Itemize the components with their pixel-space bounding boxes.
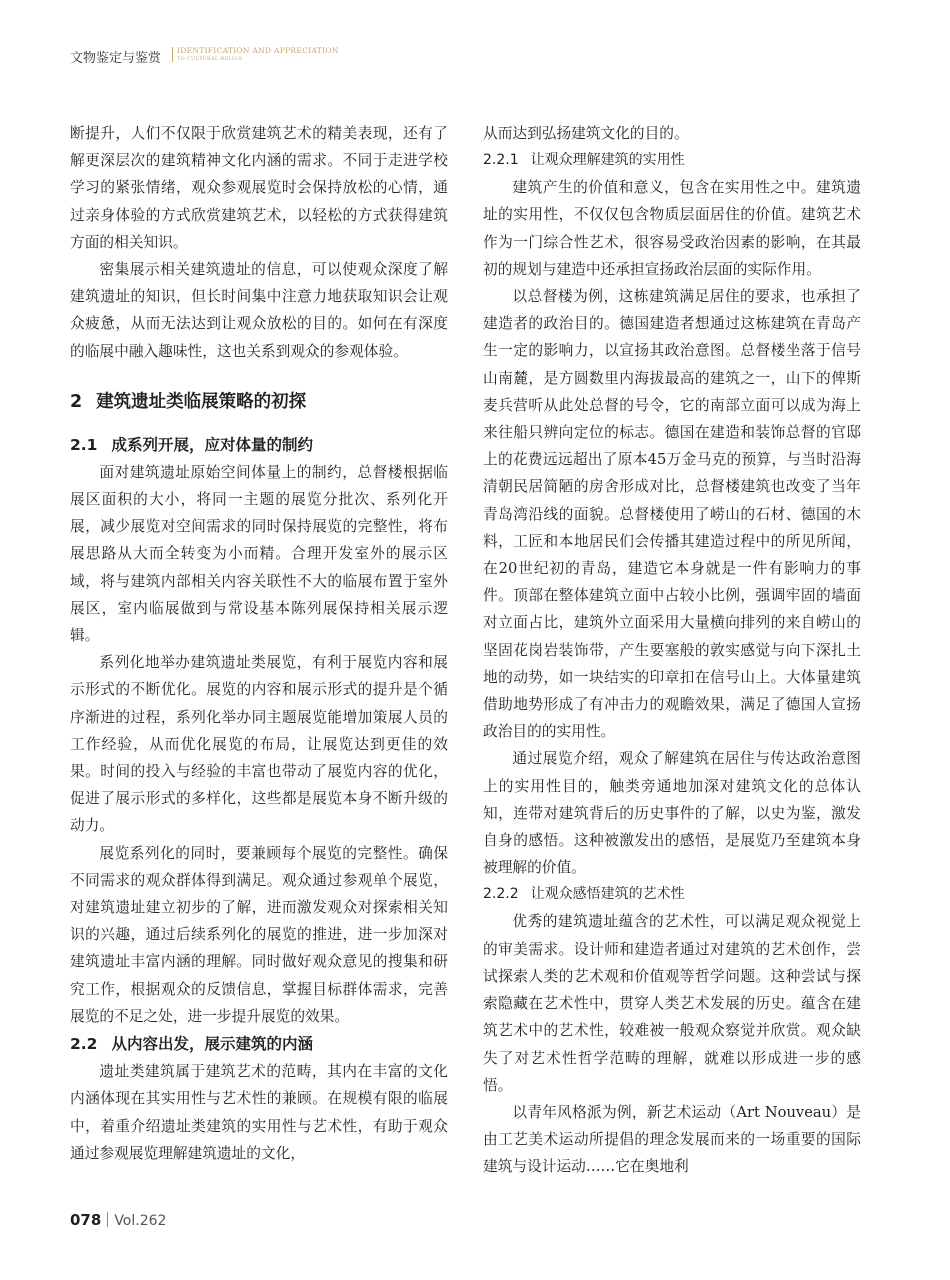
paragraph: 通过展览介绍，观众了解建筑在居住与传达政治意图上的实用性目的，触类旁通地加深对建筑文化的总体认知，连带对建筑背后的历史事件的了解，以史为鉴，激发自身的感悟。这种被激发出的感悟，是展览乃至建筑本身被理解的价值。 <box>483 750 861 877</box>
subsubsection-heading <box>483 147 861 174</box>
journal-title-en: IDENTIFICATION AND APPRECIATION <box>177 46 339 55</box>
journal-title-cn: 文物鉴定与鉴赏 <box>70 51 162 66</box>
paragraph: 断提升，人们不仅限于欣赏建筑艺术的精美表现，还有了解更深层次的建筑精神文化内涵的需求。不同于走进学校学习的紧张情绪，观众参观展览时会保持放松的心情，通过亲身体验的方式欣赏建筑艺术，以轻松的方式获得建筑方面的相关知识。 <box>70 125 448 251</box>
volume-label: Vol.262 <box>114 1213 167 1229</box>
header-divider <box>172 47 173 62</box>
section-number: 2 <box>70 391 83 412</box>
section-title: 建筑遗址类临展策略的初探 <box>96 391 307 412</box>
paragraph: 遗址类建筑属于建筑艺术的范畴，其内在丰富的文化内涵体现在其实用性与艺术性的兼顾。在规模有限的临展中，着重介绍遗址类建筑的实用性与艺术性，有助于观众通过参观展览理解建筑遗址的文化， <box>70 1063 448 1162</box>
subsubsection-title: 让观众理解建筑的实用性 <box>530 152 685 169</box>
subsection-number: 2.1 <box>70 435 98 454</box>
subsection-number: 2.2 <box>70 1035 98 1054</box>
section-heading <box>70 387 448 417</box>
page-footer <box>70 1210 166 1229</box>
right-column <box>483 120 861 1205</box>
paragraph: 系列化地举办建筑遗址类展览，有利于展览内容和展示形式的不断优化。展览的内容和展示形式的提升是个循序渐进的过程，系列化举办同主题展览能增加策展人员的工作经验，从而优化展览的布局，让展览达到更佳的效果。时间的投入与经验的丰富也带动了展览内容的优化，促进了展示形式的多样化，这些都是展览本身不断升级的动力。 <box>70 654 448 835</box>
subsection-title: 从内容出发，展示建筑的内涵 <box>111 1035 313 1054</box>
paragraph: 以总督楼为例，这栋建筑满足居住的要求，也承担了建造者的政治目的。德国建造者想通过这栋建筑在青岛产生一定的影响力，以宣扬其政治意图。总督楼坐落于信号山南麓，是方圆数里内海拔最高的建筑之一，山下的俾斯麦兵营听从此处总督的号令，它的南部立面可以成为海上来往船只辨向定位的标志。德国在建造和装饰总督的官邸上的花费远远超出了原本45万金马克的预算，与当时沿海清朝民居简陋的房舍形成对比，总督楼建筑也改变了当年青岛湾沿线的面貌。总督楼使用了崂山的石材、德国的木料，工匠和本地居民们会传播其建造过程中的所见所闻，在20世纪初的青岛，建造它本身就是一件有影响力的事件。顶部在整体建筑立面中占较小比例，强调牢固的墙面对立面占比，建筑外立面采用大量横向排列的来自崂山的坚固花岗岩装饰带，产生要塞般的敦实感觉与向下深扎土地的动势，如一块结实的印章扣在信号山上。大体量建筑借助地势形成了有冲击力的观瞻效果，满足了德国人宣扬政治目的的实用性。 <box>483 288 861 741</box>
footer-divider <box>107 1212 108 1227</box>
subsubsection-number: 2.2.1 <box>483 152 519 169</box>
paragraph: 密集展示相关建筑遗址的信息，可以使观众深度了解建筑遗址的知识，但长时间集中注意力地获取知识会让观众疲惫，从而无法达到让观众放松的目的。如何在有深度的临展中融入趣味性，这也关系到观众的参观体验。 <box>70 261 448 360</box>
paragraph: 以青年风格派为例，新艺术运动（Art Nouveau）是由工艺美术运动所提倡的理念发展而来的一场重要的国际建筑与设计运动……它在奥地利 <box>483 1103 861 1176</box>
paragraph: 从而达到弘扬建筑文化的目的。 <box>483 125 689 142</box>
page-number: 078 <box>70 1211 102 1229</box>
paragraph: 面对建筑遗址原始空间体量上的制约，总督楼根据临展区面积的大小，将同一主题的展览分批次、系列化开展，减少展览对空间需求的同时保持展览的完整性，将布展思路从大而全转变为小而精。合理开发室外的展示区域，将与建筑内部相关内容关联性不大的临展布置于室外展区，室内临展做到与常设基本陈列展保持相关展示逻辑。 <box>70 463 448 645</box>
paragraph: 优秀的建筑遗址蕴含的艺术性，可以满足观众视觉上的审美需求。设计师和建造者通过对建筑的艺术创作，尝试探索人类的艺术观和价值观等哲学问题。这种尝试与探索隐藏在艺术性中，贯穿人类艺术发展的历史。蕴含在建筑艺术中的艺术性，较难被一般观众察觉并欣赏。观众缺失了对艺术性哲学范畴的理解，就难以形成进一步的感悟。 <box>483 913 861 1094</box>
paragraph: 展览系列化的同时，要兼顾每个展览的完整性。确保不同需求的观众群体得到满足。观众通过参观单个展览，对建筑遗址建立初步的了解，进而激发观众对探索相关知识的兴趣，通过后续系列化的展览的推进，进一步加深对建筑遗址丰富内涵的理解。同时做好观众意见的搜集和研究工作，根据观众的反馈信息，掌握目标群体需求，完善展览的不足之处，进一步提升展览的效果。 <box>70 844 448 1025</box>
left-column <box>70 120 448 1205</box>
subsubsection-heading <box>483 881 861 908</box>
journal-subtitle-en: TO CULTURAL RELICS <box>177 56 243 62</box>
subsection-heading <box>70 431 448 459</box>
subsubsection-number: 2.2.2 <box>483 886 519 903</box>
paragraph: 建筑产生的价值和意义，包含在实用性之中。建筑遗址的实用性，不仅仅包含物质层面居住的价值。建筑艺术作为一门综合性艺术，很容易受政治因素的影响，在其最初的规划与建造中还承担宣扬政治层面的实际作用。 <box>483 179 861 278</box>
subsection-heading <box>70 1030 448 1058</box>
running-header <box>70 45 900 67</box>
subsection-title: 成系列开展，应对体量的制约 <box>111 435 313 454</box>
subsubsection-title: 让观众感悟建筑的艺术性 <box>530 886 685 903</box>
